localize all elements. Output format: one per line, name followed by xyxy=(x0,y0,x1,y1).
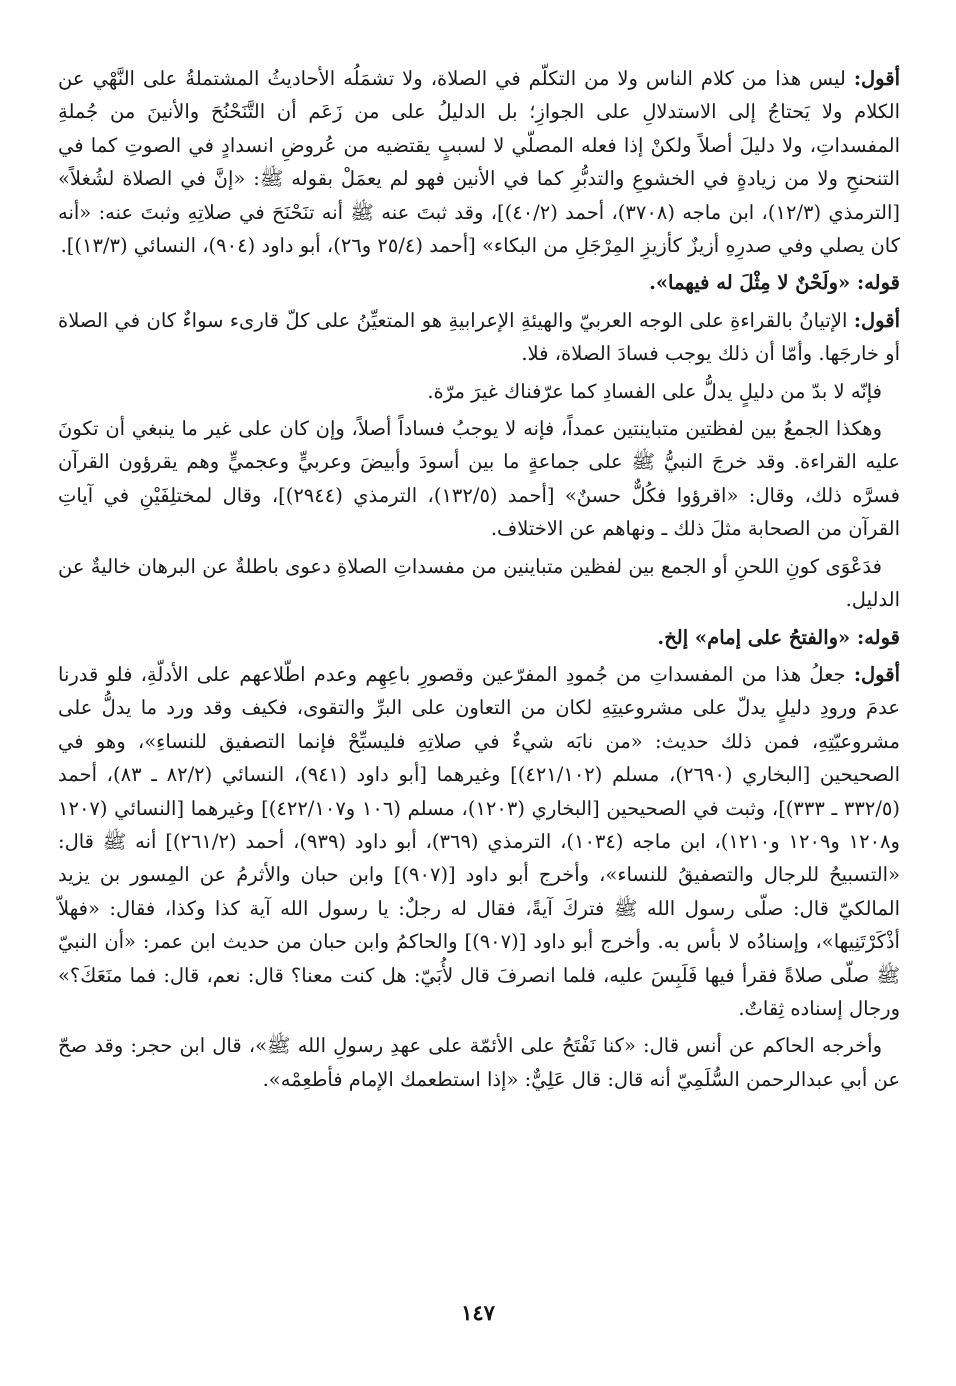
paragraph-text: ليس هذا من كلام الناس ولا من التكلّم في الصلاة، ولا تشمَلُه الأحاديثُ المشتملةُ على النَّهْي عن الكلام ولا يَحتاجُ إلى الاستدلالِ على الجوازِ؛ بل الدليلُ على من زَعَم أن التَّنَحْنُحَ والأنينَ من جُملةِ المفسداتِ، ولا دليلَ أصلاً ولكنْ إذا فعله المصلّي لا لسببٍ يقتضيه من عُروضِ انسدادٍ في الصوتِ كما في التنحنحِ ولا من زيادةٍ في الخشوعِ والتدبُّرِ كما في الأنين فهو لم يعمَلْ بقوله ﷺ: «إنَّ في الصلاة لشُغلاً» [الترمذي (١٢/٣)، ابن ماجه (٣٧٠٨)، أحمد (٤٠/٢)]، وقد ثبتَ عنه ﷺ أنه تنَحْنَحَ في صلاتِهِ وثبتَ عنه: «أنه كان يصلي وفي صدرِهِ أزيزٌ كأزيزِ المِرْجَلِ من البكاء» [أحمد (٢٥/٤ و٢٦)، أبو داود (٩٠٤)، النسائي (١٣/٣)]. xyxy=(58,67,900,258)
paragraph-qawluhu-1 xyxy=(58,266,900,299)
paragraph-fasad-dalil xyxy=(58,375,900,408)
paragraph-qawluhu-2 xyxy=(58,621,900,654)
paragraph-lead: قوله: «ولَحْنٌ لا مِثْلَ له فيهما». xyxy=(649,271,900,295)
paragraph-lead: أقول: xyxy=(853,662,900,686)
paragraph-hakim-anas xyxy=(58,1029,900,1096)
paragraph-aqul-2 xyxy=(58,304,900,371)
paragraph-text: وهكذا الجمعُ بين لفظتين متباينتين عمداً، فإنه لا يوجبُ فساداً أصلاً، وإن كان على غير ما ينبغي أن تكونَ عليه القراءة. وقد خرجَ النبيُّ ﷺ على جماعةٍ ما بين أسودَ وأبيضَ وعربيٍّ وعجميٍّ وهم يقرؤون القرآن فسرَّه ذلك، وقال: «اقرؤوا فكُلٌّ حسنٌ» [أحمد (١٣٢/٥)، الترمذي (٢٩٤٤)]، وقال لمختلِفَيْنِ في آياتِ القرآن من الصحابة مثلَ ذلك ـ ونهاهم عن الاختلاف. xyxy=(58,417,900,541)
paragraph-text: فإنّه لا بدّ من دليلٍ يدلُّ على الفسادِ كما عرّفناك غيرَ مرّة. xyxy=(427,379,882,403)
paragraph-lead: أقول: xyxy=(853,67,900,90)
paragraph-text: فدَعْوَى كونِ اللحنِ أو الجمع بين لفظين متباينين من مفسداتِ الصلاةِ دعوى باطلةٌ عن البرهان خاليةٌ عن الدليل. xyxy=(58,554,900,612)
paragraph-text: جعلُ هذا من المفسداتِ من جُمودِ المفرّعين وقصورِ باعِهِم وعدم اطّلاعهم على الأدلّةِ، فلو قدرنا عدمَ ورودِ دليلٍ يدلّ على مشروعيتِهِ لكان من التعاون على البرِّ والتقوى، فكيف وقد ورد ما يدلُّ على مشروعيّتِهِ، فمن ذلك حديث: «من نابَه شيءٌ في صلاتِهِ فليسبِّحْ فإنما التصفيق للنساءِ»، وهو في الصحيحين [البخاري (٢٦٩٠)، مسلم (٤٢١/١٠٢)] وغيرهما [أبو داود (٩٤١)، النسائي (٨٢/٢ ـ ٨٣)، أحمد (٣٣٢/٥ ـ ٣٣٣)]، وثبت في الصحيحين [البخاري (١٢٠٣)، مسلم (١٠٦ و٤٢٢/١٠٧)] وغيرهما [النسائي (١٢٠٧ و١٢٠٨ و١٢٠٩ و١٢١٠)، ابن ماجه (١٠٣٤)، الترمذي (٣٦٩)، أبو داود (٩٣٩)، أحمد (٢٦١/٢)] أنه ﷺ قال: «التسبيحُ للرجال والتصفيقُ للنساء»، وأخرج أبو داود [(٩٠٧)] وابن حبان والأثرمُ عن المِسور بن يزيد المالكيّ قال: صلّى رسول الله ﷺ فتركَ آيةً، فقال له رجلٌ: يا رسول الله آية كذا وكذا، فقال: «فهلاّ أذْكَرْتَنِيها»، وإسنادُه لا بأس به. وأخرج أبو داود [(٩٠٧)] والحاكمُ وابن حبان من حديث ابن عمر: «أن النبيّ ﷺ صلّى صلاةً فقرأ فيها فَلَبِسَ عليه، فلما انصرفَ قال لأُبَيّ: هل كنت معنا؟ قال: نعم، قال: فما منَعَكَ؟» ورجال إسناده ثِقاتٌ. xyxy=(58,662,900,1020)
page-number: ١٤٧ xyxy=(461,1300,495,1325)
paragraph-lead: قوله: «والفتحُ على إمام» إلخ. xyxy=(657,625,900,649)
paragraph-jam-lafzatayn xyxy=(58,412,900,546)
paragraph-aqul-1 xyxy=(58,62,900,262)
paragraph-text: الإتيانُ بالقراءةِ على الوجه العربيّ والهيئةِ الإعرابيةِ هو المتعيِّنُ على كلّ قارىء سواءٌ كان في الصلاة أو خارجَها. وأمّا أن ذلك يوجب فسادَ الصلاة، فلا. xyxy=(58,308,900,366)
paragraph-aqul-3 xyxy=(58,658,900,1025)
paragraph-dawa-batila xyxy=(58,550,900,617)
page-body xyxy=(58,62,900,1100)
paragraph-text: وأخرجه الحاكم عن أنس قال: «كنا نَفْتَحُ على الأئمّة على عهدِ رسولِ الله ﷺ»، قال ابن حجر: وقد صحّ عن أبي عبدالرحمن السُّلَمِيّ أنه قال: قال عَلِيٌّ: «إذا استطعمك الإمام فأطعِمْه». xyxy=(58,1034,900,1091)
paragraph-lead: أقول: xyxy=(853,308,900,332)
